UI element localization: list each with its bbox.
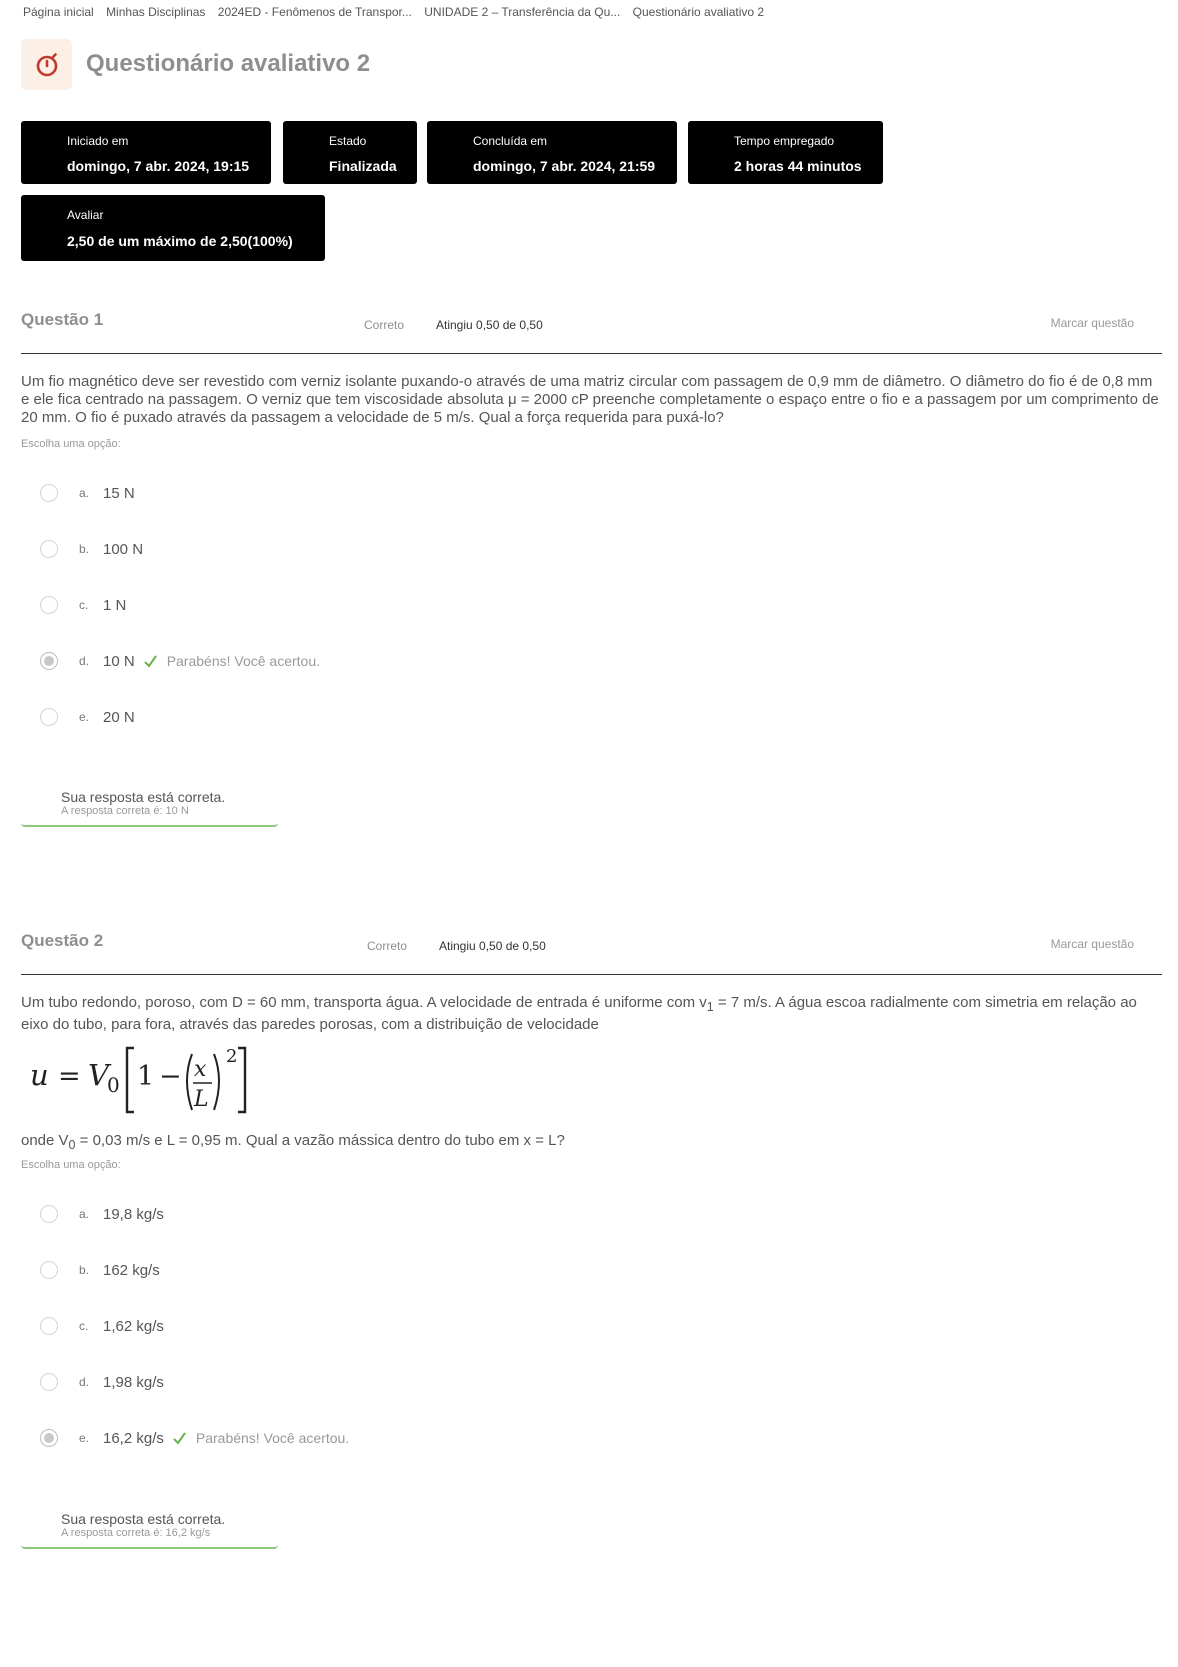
grade-connector: de um máximo de: [94, 233, 221, 249]
question-2-text-part: onde V: [21, 1132, 69, 1149]
breadcrumb-item-quiz[interactable]: Questionário avaliativo 2: [632, 5, 765, 19]
subscript: 0: [68, 1138, 76, 1152]
question-1-option-d[interactable]: [40, 649, 320, 673]
grade-value: [67, 233, 293, 249]
question-2-text-2: [21, 1132, 1161, 1154]
breadcrumb-item-unit[interactable]: UNIDADE 2 – Transferência da Qu...: [424, 5, 621, 19]
question-1-option-c[interactable]: [40, 593, 126, 617]
left-bracket: [127, 1048, 134, 1112]
completed-value: domingo, 7 abr. 2024, 21:59: [473, 158, 656, 174]
question-2-option-c[interactable]: [40, 1314, 164, 1338]
question-1-option-a[interactable]: [40, 481, 135, 505]
grade-box: [21, 195, 325, 261]
option-letter: b.: [79, 542, 90, 556]
option-text: 1,62 kg/s: [103, 1317, 164, 1335]
radio-button[interactable]: [40, 1373, 58, 1391]
question-2-text-part: = 0,03 m/s e L = 0,95 m. Qual a vazão mássica dentro do tubo em x = L?: [75, 1132, 565, 1149]
radio-button-selected[interactable]: [40, 1429, 58, 1447]
question-1-prompt: Escolha uma opção:: [21, 438, 121, 450]
option-text: 162 kg/s: [103, 1261, 160, 1279]
eq-lhs: u: [30, 1058, 49, 1092]
right-paren: [214, 1054, 219, 1110]
grade-percent: (100%): [247, 233, 293, 249]
question-2-text-part: Um tubo redondo, poroso, com D = 60 mm, transporta água. A velocidade de entrada é uniforme com v: [21, 994, 707, 1011]
state-box: [283, 121, 417, 184]
grade-max: 2,50: [220, 233, 248, 249]
started-value: domingo, 7 abr. 2024, 19:15: [67, 158, 250, 174]
option-text: 10 N: [103, 652, 135, 670]
option-text: 15 N: [103, 484, 135, 502]
state-label: Estado: [329, 134, 367, 148]
option-letter: a.: [79, 486, 90, 500]
eq-minus: −: [159, 1061, 182, 1092]
question-1-flag-button[interactable]: Marcar questão: [1050, 316, 1134, 330]
stopwatch-icon: [21, 39, 72, 90]
subscript: 1: [706, 1000, 714, 1014]
option-feedback: Parabéns! Você acertou.: [166, 653, 321, 669]
breadcrumb-item-courses[interactable]: Minhas Disciplinas: [106, 5, 206, 19]
started-box: [21, 121, 271, 184]
time-value: 2 horas 44 minutos: [734, 158, 862, 174]
eq-exponent: 2: [226, 1046, 238, 1067]
completed-label: Concluída em: [473, 134, 548, 148]
checkmark-icon: [143, 654, 158, 669]
option-letter: a.: [79, 1207, 90, 1221]
question-2-text: [21, 994, 1161, 1034]
right-answer: A resposta correta é: 10 N: [61, 805, 189, 817]
question-2-divider: [21, 974, 1162, 975]
radio-button-selected[interactable]: [40, 652, 58, 670]
radio-button[interactable]: [40, 1205, 58, 1223]
question-1-option-b[interactable]: [40, 537, 143, 561]
radio-button[interactable]: [40, 484, 58, 502]
question-1-status: Correto: [364, 318, 405, 332]
question-2-option-d[interactable]: [40, 1370, 164, 1394]
question-1-title: Questão 1: [21, 310, 104, 329]
checkmark-icon: [172, 1431, 187, 1446]
question-1-divider: [21, 353, 1162, 354]
option-feedback: Parabéns! Você acertou.: [195, 1430, 350, 1446]
eq-equals: =: [58, 1061, 81, 1092]
option-text: 16,2 kg/s: [103, 1429, 164, 1447]
option-text: 1,98 kg/s: [103, 1373, 164, 1391]
question-1-option-e[interactable]: [40, 705, 135, 729]
state-value: Finalizada: [329, 158, 397, 174]
radio-dot: [44, 1433, 54, 1443]
left-paren: [187, 1054, 192, 1110]
question-2-status: Correto: [367, 939, 408, 953]
completed-box: [427, 121, 677, 184]
velocity-equation: [26, 1040, 266, 1120]
right-answer: A resposta correta é: 16,2 kg/s: [61, 1527, 211, 1539]
option-letter: c.: [79, 1319, 89, 1333]
option-letter: d.: [79, 1375, 90, 1389]
question-2-option-e[interactable]: [40, 1426, 349, 1450]
eq-v-sub: 0: [107, 1073, 120, 1097]
started-label: Iniciado em: [67, 134, 129, 148]
option-letter: e.: [79, 710, 90, 724]
question-2-prompt: Escolha uma opção:: [21, 1159, 121, 1171]
time-label: Tempo empregado: [734, 134, 835, 148]
eq-one: 1: [137, 1061, 155, 1092]
question-2-option-b[interactable]: [40, 1258, 160, 1282]
eq-x: x: [194, 1057, 207, 1082]
option-letter: b.: [79, 1263, 90, 1277]
question-2-flag-button[interactable]: Marcar questão: [1050, 937, 1134, 951]
eq-l: L: [194, 1087, 209, 1112]
radio-button[interactable]: [40, 708, 58, 726]
question-2-text-part: = 7 m/s. A água escoa radialmente com simetria em relação ao eixo do tubo, para fora, através das paredes porosas, com a distribuição de velocidade: [21, 994, 1137, 1033]
radio-button[interactable]: [40, 1261, 58, 1279]
outcome-message: Sua resposta está correta.: [61, 789, 226, 805]
option-text: 19,8 kg/s: [103, 1205, 164, 1223]
radio-button[interactable]: [40, 596, 58, 614]
option-letter: c.: [79, 598, 89, 612]
option-text: 100 N: [103, 540, 144, 558]
question-2-outcome: [21, 1507, 278, 1549]
option-letter: e.: [79, 1431, 90, 1445]
radio-button[interactable]: [40, 1317, 58, 1335]
page-title: Questionário avaliativo 2: [86, 50, 371, 77]
question-1-outcome: [21, 785, 278, 827]
breadcrumb: [23, 5, 773, 19]
right-bracket: [238, 1048, 245, 1112]
radio-dot: [44, 656, 54, 666]
grade-label: Avaliar: [67, 208, 104, 222]
question-1-text: Um fio magnético deve ser revestido com verniz isolante puxando-o através de uma matriz circular com passagem de 0,9 mm de diâmetro. O diâmetro do fio é de 0,8 mm e ele fica centrado na passagem. O verniz que tem viscosidade absoluta μ = 2000 cP preenche completamente o espaço entre o fio e a passagem por um comprimento de 20 mm. O fio é puxado através da passagem a velocidade de 5 m/s. Qual a força requerida para puxá-lo?: [21, 373, 1159, 426]
eq-v: V: [88, 1058, 109, 1092]
outcome-message: Sua resposta está correta.: [61, 1511, 226, 1527]
time-box: [688, 121, 883, 184]
breadcrumb-item-course[interactable]: 2024ED - Fenômenos de Transpor...: [217, 5, 412, 19]
breadcrumb-item-home[interactable]: Página inicial: [23, 5, 94, 19]
radio-button[interactable]: [40, 540, 58, 558]
question-1-grade: Atingiu 0,50 de 0,50: [436, 318, 543, 332]
grade-score: 2,50: [67, 233, 95, 249]
question-2-option-a[interactable]: [40, 1202, 164, 1226]
option-text: 20 N: [103, 708, 135, 726]
option-text: 1 N: [103, 596, 127, 614]
question-2-grade: Atingiu 0,50 de 0,50: [439, 939, 546, 953]
option-letter: d.: [79, 654, 90, 668]
question-2-title: Questão 2: [21, 931, 104, 950]
